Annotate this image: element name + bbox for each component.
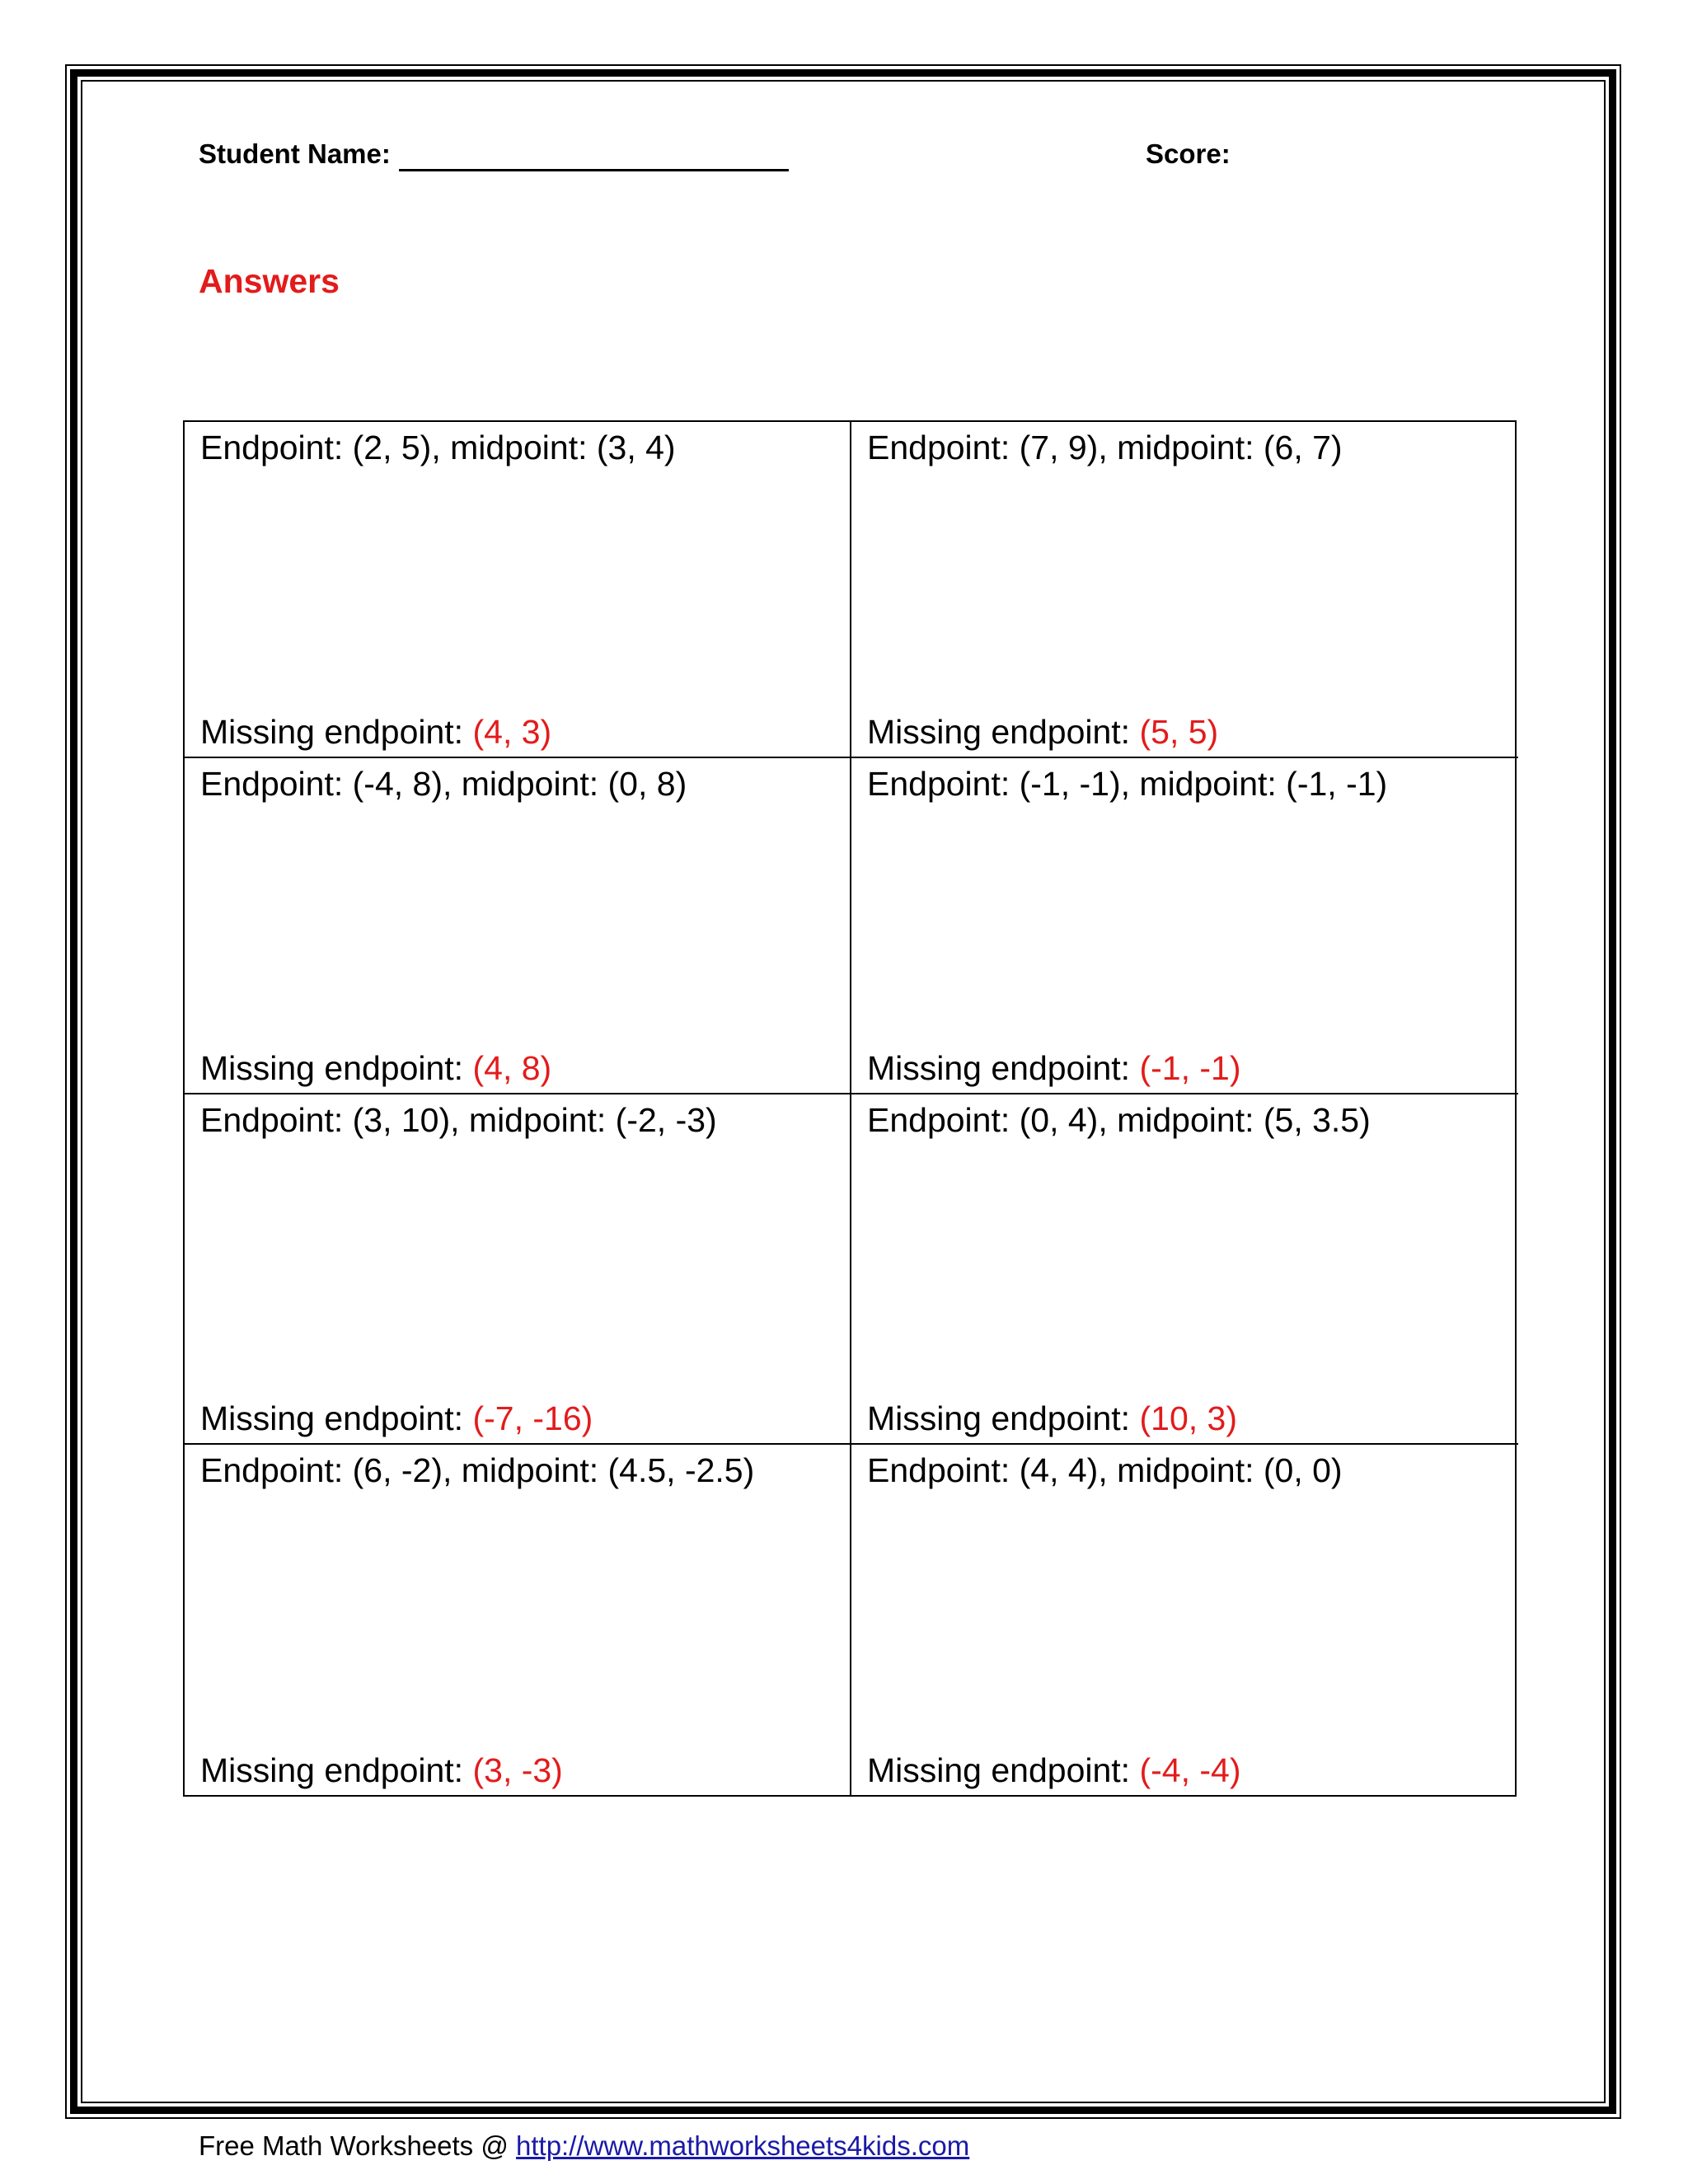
footer-link[interactable]: http://www.mathworksheets4kids.com bbox=[516, 2130, 970, 2161]
answer-label: Missing endpoint: bbox=[200, 1751, 464, 1789]
problem-cell bbox=[185, 422, 851, 758]
problem-cell bbox=[851, 1094, 1518, 1445]
answer-label: Missing endpoint: bbox=[867, 713, 1131, 751]
answer-value: (-7, -16) bbox=[472, 1399, 593, 1437]
problems-grid bbox=[183, 420, 1517, 1797]
problem-cell bbox=[185, 758, 851, 1094]
answer-label: Missing endpoint: bbox=[200, 1399, 464, 1437]
problem-prompt: Endpoint: (4, 4), midpoint: (0, 0) bbox=[867, 1451, 1343, 1489]
student-name-line bbox=[399, 169, 789, 171]
footer bbox=[199, 2130, 969, 2162]
problem-cell bbox=[851, 422, 1518, 758]
answer-label: Missing endpoint: bbox=[200, 1049, 464, 1087]
answer-value: (5, 5) bbox=[1139, 713, 1219, 751]
problem-cell bbox=[851, 1445, 1518, 1795]
answer-value: (-1, -1) bbox=[1139, 1049, 1241, 1087]
problem-cell bbox=[851, 758, 1518, 1094]
answer-line bbox=[200, 1399, 593, 1438]
answer-value: (3, -3) bbox=[472, 1751, 563, 1789]
answer-label: Missing endpoint: bbox=[867, 1751, 1131, 1789]
problem-cell bbox=[185, 1445, 851, 1795]
answer-value: (4, 8) bbox=[472, 1049, 552, 1087]
problem-prompt: Endpoint: (0, 4), midpoint: (5, 3.5) bbox=[867, 1101, 1371, 1139]
answer-line bbox=[867, 1049, 1240, 1088]
footer-text: Free Math Worksheets @ bbox=[199, 2130, 509, 2161]
answer-line bbox=[867, 1399, 1237, 1438]
answer-value: (-4, -4) bbox=[1139, 1751, 1241, 1789]
answers-title: Answers bbox=[199, 262, 340, 300]
problem-prompt: Endpoint: (6, -2), midpoint: (4.5, -2.5) bbox=[200, 1451, 755, 1489]
problem-prompt: Endpoint: (3, 10), midpoint: (-2, -3) bbox=[200, 1101, 717, 1139]
problem-prompt: Endpoint: (7, 9), midpoint: (6, 7) bbox=[867, 429, 1343, 466]
problem-prompt: Endpoint: (2, 5), midpoint: (3, 4) bbox=[200, 429, 676, 466]
problem-prompt: Endpoint: (-4, 8), midpoint: (0, 8) bbox=[200, 765, 687, 803]
answer-line bbox=[200, 713, 551, 752]
problem-prompt: Endpoint: (-1, -1), midpoint: (-1, -1) bbox=[867, 765, 1388, 803]
student-name-label: Student Name: bbox=[199, 138, 391, 169]
answer-line bbox=[867, 713, 1218, 752]
answer-value: (10, 3) bbox=[1139, 1399, 1237, 1437]
answer-line bbox=[200, 1751, 563, 1790]
answer-line bbox=[867, 1751, 1240, 1790]
answer-value: (4, 3) bbox=[472, 713, 552, 751]
answer-label: Missing endpoint: bbox=[867, 1399, 1131, 1437]
answer-label: Missing endpoint: bbox=[200, 713, 464, 751]
answer-label: Missing endpoint: bbox=[867, 1049, 1131, 1087]
problem-cell bbox=[185, 1094, 851, 1445]
answer-line bbox=[200, 1049, 551, 1088]
score-label: Score: bbox=[1146, 138, 1231, 169]
